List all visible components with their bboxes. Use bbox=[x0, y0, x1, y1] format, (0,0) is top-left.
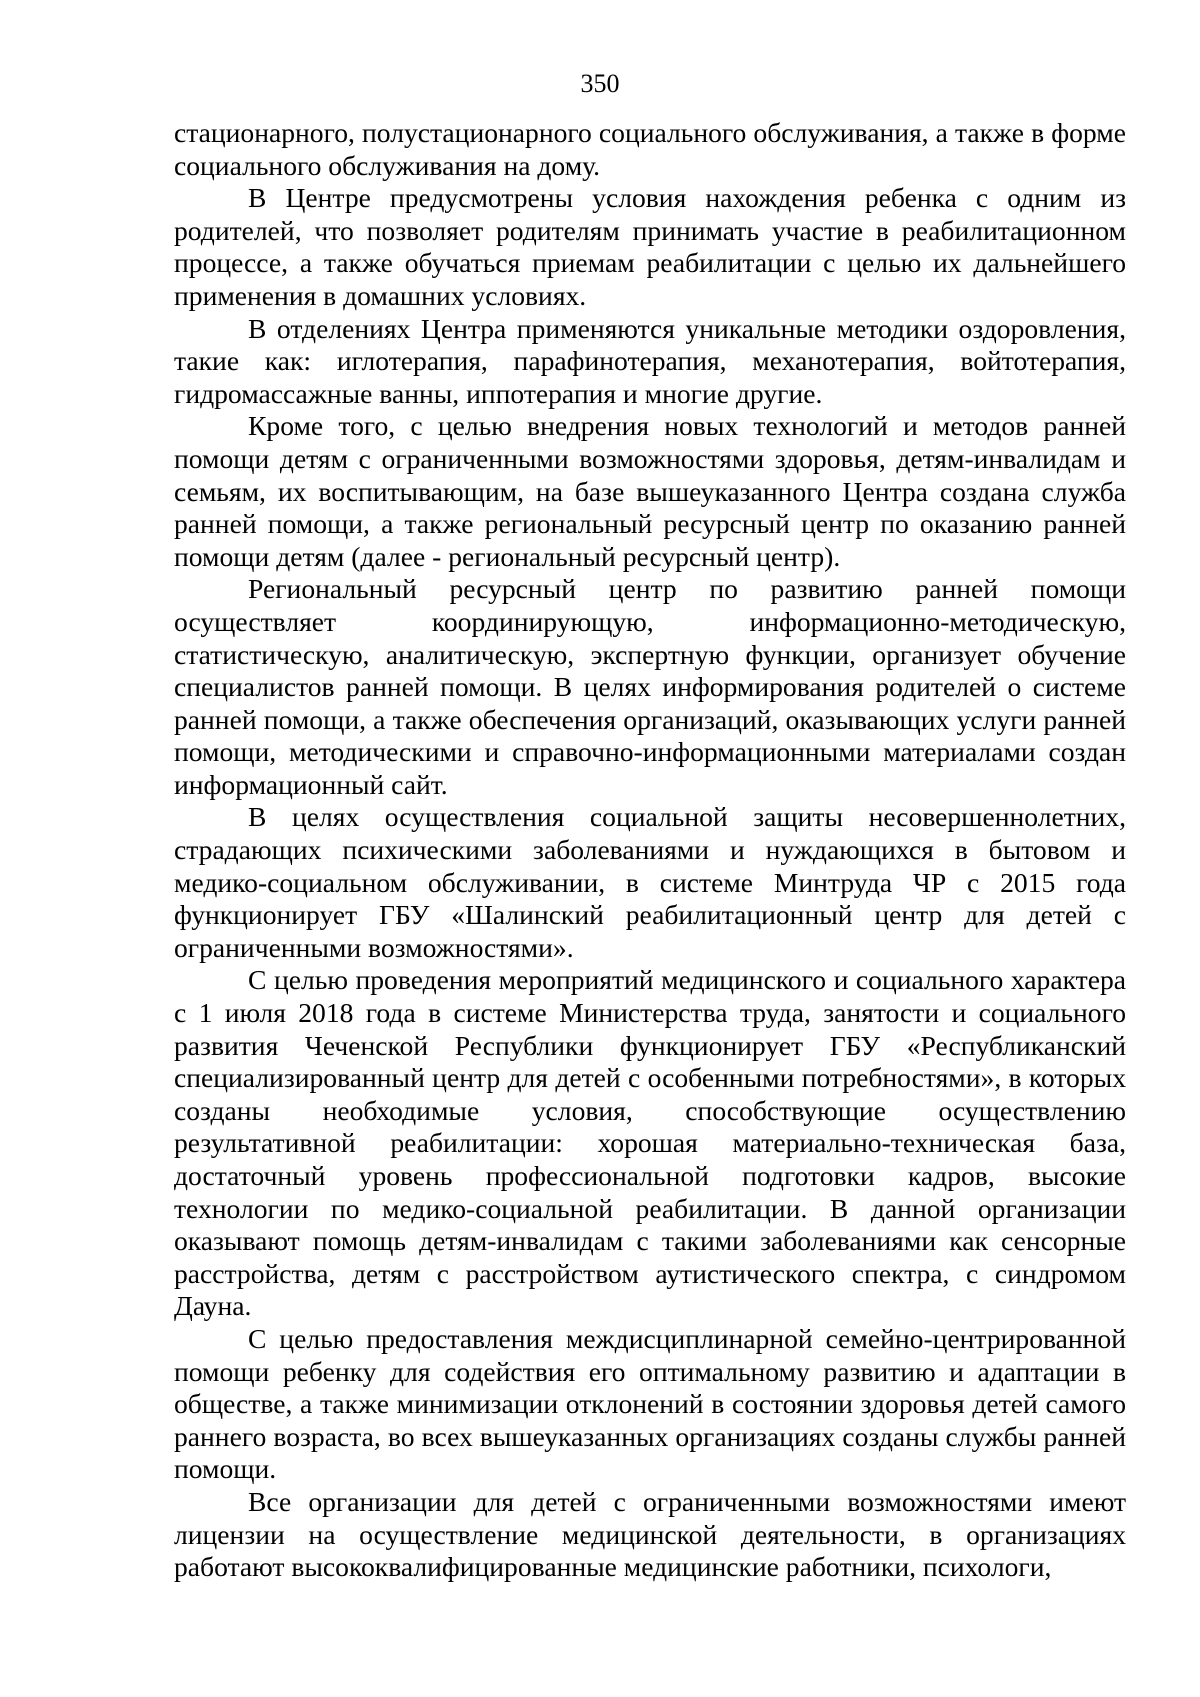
page-number: 350 bbox=[580, 69, 620, 98]
paragraph-5: Региональный ресурсный центр по развитию ранней помощи осуществляет координирующую, информационно-методическую, статистическую, аналитическую, экспертную функции, организует обучение специалистов ранней помощи. В целях информирования родителей о системе ранней помощи, а также обеспечения организаций, оказывающих услуги ранней помощи, методическими и справочно-информационными материалами создан информационный сайт. bbox=[174, 573, 1126, 800]
paragraph-8: С целью предоставления междисциплинарной семейно-центрированной помощи ребенку для содействия его оптимальному развитию и адаптации в обществе, а также минимизации отклонений в состоянии здоровья детей самого раннего возраста, во всех вышеуказанных организациях созданы службы ранней помощи. bbox=[174, 1322, 1126, 1485]
paragraph-9: Все организации для детей с ограниченными возможностями имеют лицензии на осуществление медицинской деятельности, в организациях работают высококвалифицированные медицинские работники, психологи, bbox=[174, 1485, 1126, 1583]
paragraph-2: В Центре предусмотрены условия нахождения ребенка с одним из родителей, что позволяет родителям принимать участие в реабилитационном процессе, а также обучаться приемам реабилитации с целью их дальнейшего применения в домашних условиях. bbox=[174, 182, 1126, 311]
paragraph-3: В отделениях Центра применяются уникальные методики оздоровления, такие как: иглотерапия, парафинотерапия, механотерапия, войтотерапия, гидромассажные ванны, иппотерапия и многие другие. bbox=[174, 312, 1126, 409]
paragraph-1: стационарного, полустационарного социального обслуживания, а также в форме социального обслуживания на дому. bbox=[174, 117, 1126, 181]
document-body bbox=[174, 117, 1126, 1584]
paragraph-7: С целью проведения мероприятий медицинского и социального характера с 1 июля 2018 года в системе Министерства труда, занятости и социального развития Чеченской Республики функционирует ГБУ «Республиканский специализированный центр для детей с особенными потребностями», в которых созданы необходимые условия, способствующие осуществлению результативной реабилитации: хорошая материально-техническая база, достаточный уровень профессиональной подготовки кадров, высокие технологии по медико-социальной реабилитации. В данной организации оказывают помощь детям-инвалидам с такими заболеваниями как сенсорные расстройства, детям с расстройством аутистического спектра, с синдромом Дауна. bbox=[174, 964, 1126, 1322]
paragraph-6: В целях осуществления социальной защиты несовершеннолетних, страдающих психическими заболеваниями и нуждающихся в бытовом и медико-социальном обслуживании, в системе Минтруда ЧР с 2015 года функционирует ГБУ «Шалинский реабилитационный центр для детей с ограниченными возможностями». bbox=[174, 801, 1126, 963]
paragraph-4: Кроме того, с целью внедрения новых технологий и методов ранней помощи детям с ограниченными возможностями здоровья, детям-инвалидам и семьям, их воспитывающим, на базе вышеуказанного Центра создана служба ранней помощи, а также региональный ресурсный центр по оказанию ранней помощи детям (далее - региональный ресурсный центр). bbox=[174, 410, 1126, 572]
